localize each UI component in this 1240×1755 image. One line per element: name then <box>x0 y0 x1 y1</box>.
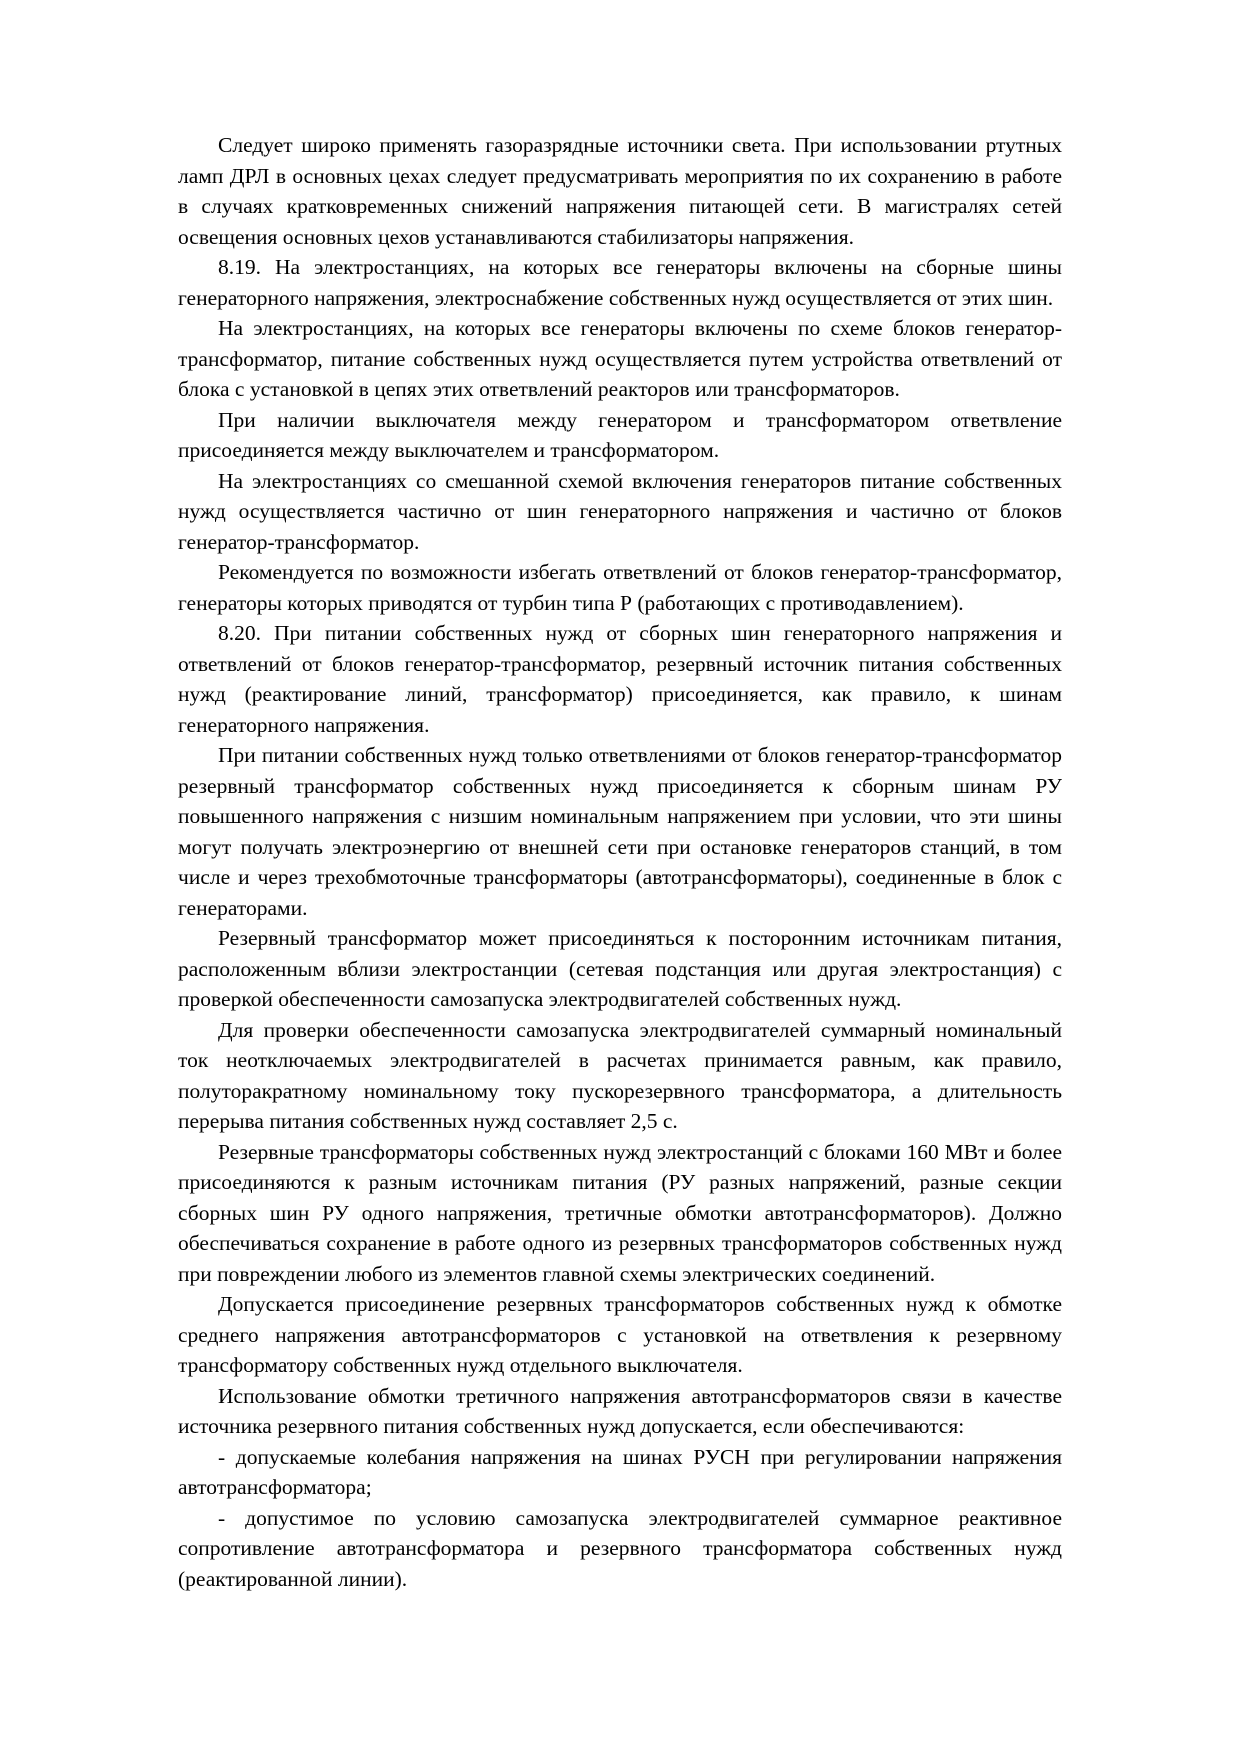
paragraph-clause-8-19: 8.19. На электростанциях, на которых все генераторы включены на сборные шины генераторного напряжения, электроснабжение собственных нужд осуществляется от этих шин. <box>178 255 1062 310</box>
paragraph: Для проверки обеспеченности самозапуска электродвигателей суммарный номинальный ток неотключаемых электродвигателей в расчетах принимается равным, как правило, полуторакратному номинальному току пускорезервного трансформатора, а длительность перерыва питания собственных нужд составляет 2,5 с. <box>178 1017 1062 1133</box>
paragraph: Следует широко применять газоразрядные источники света. При использовании ртутных ламп ДРЛ в основных цехах следует предусматривать мероприятия по их сохранению в работе в случаях кратковременных снижений напряжения питающей сети. В магистралях сетей освещения основных цехов устанавливаются стабилизаторы напряжения. <box>178 133 1062 249</box>
list-item: - допускаемые колебания напряжения на шинах РУСН при регулировании напряжения автотрансформатора; <box>178 1444 1062 1499</box>
paragraph: На электростанциях, на которых все генераторы включены по схеме блоков генератор-трансформатор, питание собственных нужд осуществляется путем устройства ответвлений от блока с установкой в цепях этих ответвлений реакторов или трансформаторов. <box>178 316 1062 401</box>
paragraph: Использование обмотки третичного напряжения автотрансформаторов связи в качестве источника резервного питания собственных нужд допускается, если обеспечиваются: <box>178 1383 1062 1438</box>
paragraph: Рекомендуется по возможности избегать ответвлений от блоков генератор-трансформатор, генераторы которых приводятся от турбин типа Р (работающих с противодавлением). <box>178 560 1062 615</box>
list-item: - допустимое по условию самозапуска электродвигателей суммарное реактивное сопротивление автотрансформатора и резервного трансформатора собственных нужд (реактированной линии). <box>178 1505 1062 1591</box>
paragraph: При наличии выключателя между генератором и трансформатором ответвление присоединяется между выключателем и трансформатором. <box>178 407 1062 462</box>
paragraph-clause-8-20: 8.20. При питании собственных нужд от сборных шин генераторного напряжения и ответвлений от блоков генератор-трансформатор, резервный источник питания собственных нужд (реактирование линий, трансформатор) присоединяется, как правило, к шинам генераторного напряжения. <box>178 621 1062 737</box>
paragraph: Допускается присоединение резервных трансформаторов собственных нужд к обмотке среднего напряжения автотрансформаторов с установкой на ответвления к резервному трансформатору собственных нужд отдельного выключателя. <box>178 1292 1062 1377</box>
paragraph: На электростанциях со смешанной схемой включения генераторов питание собственных нужд осуществляется частично от шин генераторного напряжения и частично от блоков генератор-трансформатор. <box>178 468 1062 554</box>
paragraph: Резервный трансформатор может присоединяться к посторонним источникам питания, расположенным вблизи электростанции (сетевая подстанция или другая электростанция) с проверкой обеспеченности самозапуска электродвигателей собственных нужд. <box>178 926 1062 1011</box>
paragraph: Резервные трансформаторы собственных нужд электростанций с блоками 160 МВт и более присоединяются к разным источникам питания (РУ разных напряжений, разные секции сборных шин РУ одного напряжения, третичные обмотки автотрансформаторов). Должно обеспечиваться сохранение в работе одного из резервных трансформаторов собственных нужд при повреждении любого из элементов главной схемы электрических соединений. <box>178 1139 1062 1286</box>
document-text-column <box>178 130 1062 1594</box>
paragraph: При питании собственных нужд только ответвлениями от блоков генератор-трансформатор резервный трансформатор собственных нужд присоединяется к сборным шинам РУ повышенного напряжения с низшим номинальным напряжением при условии, что эти шины могут получать электроэнергию от внешней сети при остановке генераторов станций, в том числе и через трехобмоточные трансформаторы (автотрансформаторы), соединенные в блок с генераторами. <box>178 743 1062 920</box>
